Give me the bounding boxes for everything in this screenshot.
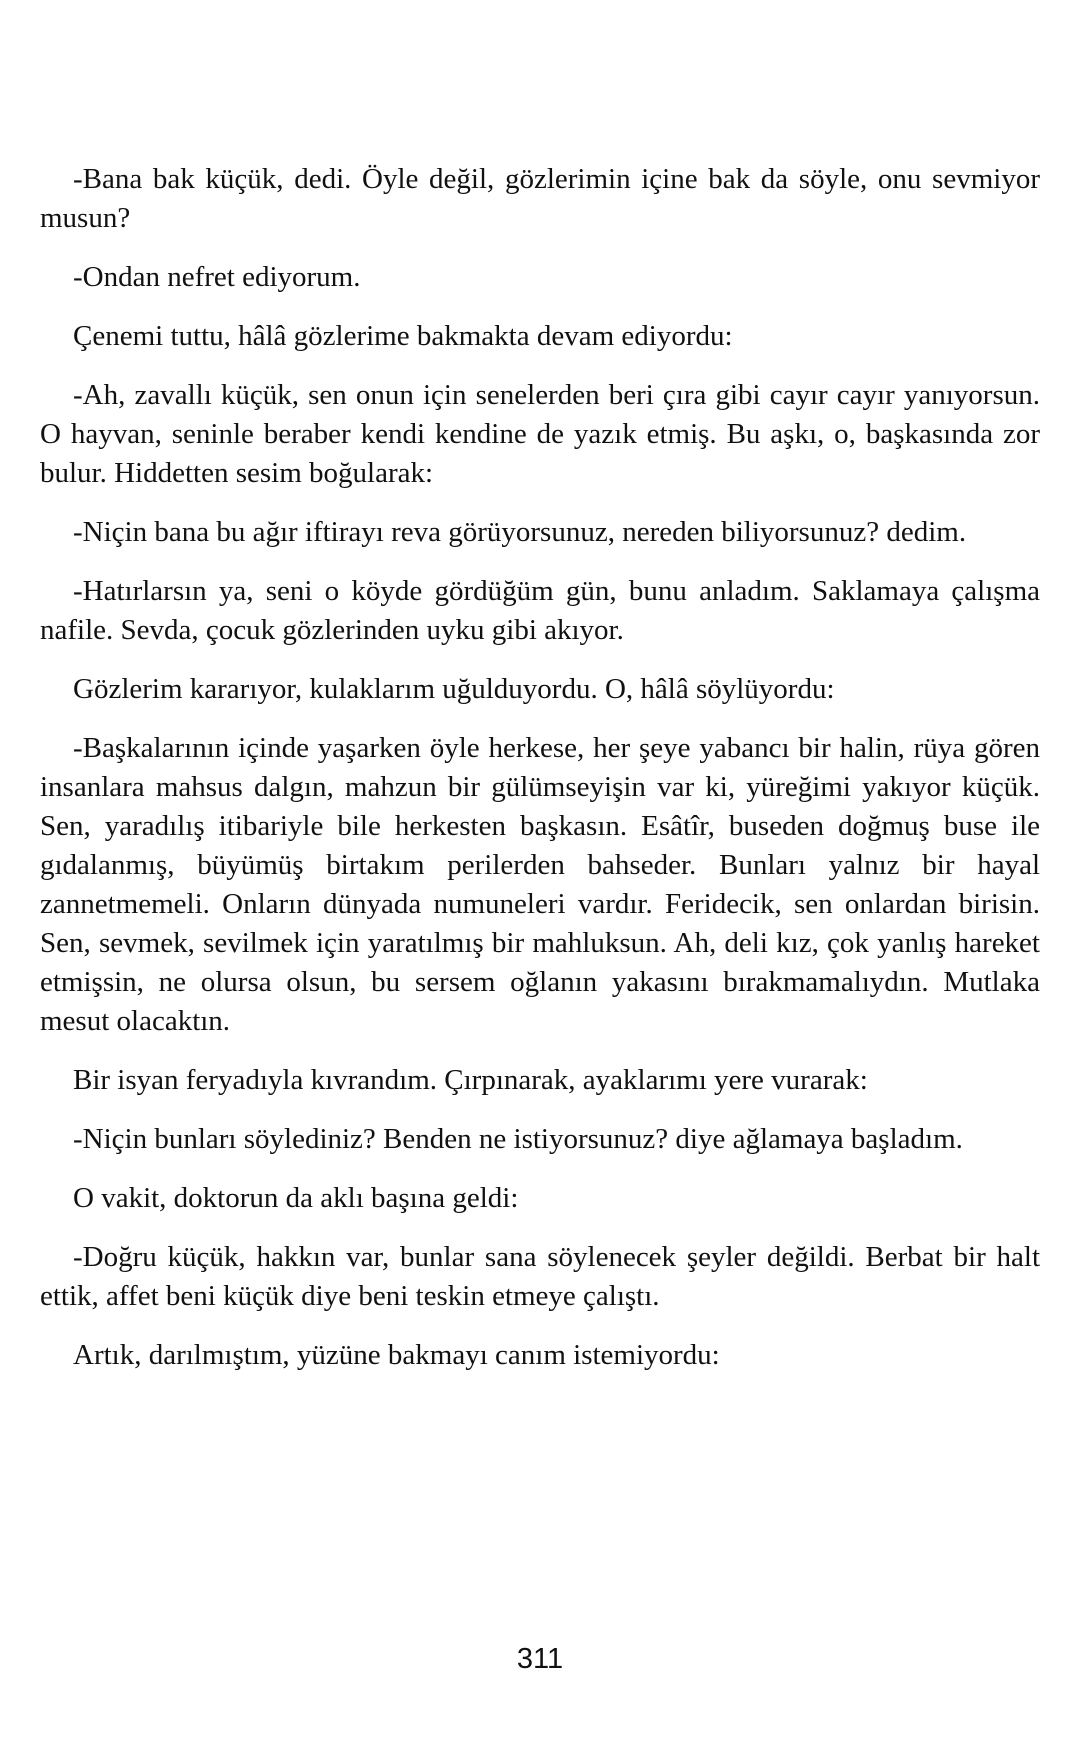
paragraph: -Doğru küçük, hakkın var, bunlar sana söylenecek şeyler değildi. Berbat bir halt ettik, affet beni küçük diye beni teskin etmeye çalıştı. xyxy=(40,1241,1040,1312)
paragraph: -Ondan nefret ediyorum. xyxy=(73,261,361,293)
paragraph: Çenemi tuttu, hâlâ gözlerime bakmakta devam ediyordu: xyxy=(73,320,733,352)
book-page-body xyxy=(40,160,1040,1395)
paragraph: -Ah, zavallı küçük, sen onun için senelerden beri çıra gibi cayır cayır yanıyorsun. O hayvan, seninle beraber kendi kendine de yazık etmiş. Bu aşkı, o, başkasında zor bulur. Hiddetten sesim boğularak: xyxy=(40,379,1040,489)
paragraph: Artık, darılmıştım, yüzüne bakmayı canım istemiyordu: xyxy=(73,1339,720,1371)
paragraph: -Niçin bunları söylediniz? Benden ne istiyorsunuz? diye ağlamaya başladım. xyxy=(73,1123,963,1155)
paragraph: O vakit, doktorun da aklı başına geldi: xyxy=(73,1182,519,1214)
paragraph: Gözlerim kararıyor, kulaklarım uğulduyordu. O, hâlâ söylüyordu: xyxy=(73,673,835,705)
paragraph: -Niçin bana bu ağır iftirayı reva görüyorsunuz, nereden biliyorsunuz? dedim. xyxy=(73,516,967,548)
paragraph: -Hatırlarsın ya, seni o köyde gördüğüm gün, bunu anladım. Saklamaya çalışma nafile. Sevda, çocuk gözlerinden uyku gibi akıyor. xyxy=(40,575,1040,646)
paragraph: -Başkalarının içinde yaşarken öyle herkese, her şeye yabancı bir halin, rüya gören insanlara mahsus dalgın, mahzun bir gülümseyişin var ki, yüreğimi yakıyor küçük. Sen, yaradılış itibariyle bile herkesten başkasın. Esâtîr, buseden doğmuş buse ile gıdalanmış, büyümüş birtakım perilerden bahseder. Bunları yalnız bir hayal zannetmemeli. Onların dünyada numuneleri vardır. Feridecik, sen onlardan birisin. Sen, sevmek, sevilmek için yaratılmış bir mahluksun. Ah, deli kız, çok yanlış hareket etmişsin, ne olursa olsun, bu sersem oğlanın yakasını bırakmamalıydın. Mutlaka mesut olacaktın. xyxy=(40,732,1040,1037)
paragraph: -Bana bak küçük, dedi. Öyle değil, gözlerimin içine bak da söyle, onu sevmiyor musun? xyxy=(40,163,1040,234)
paragraph: Bir isyan feryadıyla kıvrandım. Çırpınarak, ayaklarımı yere vurarak: xyxy=(73,1064,868,1096)
page-number: 311 xyxy=(516,1643,564,1675)
